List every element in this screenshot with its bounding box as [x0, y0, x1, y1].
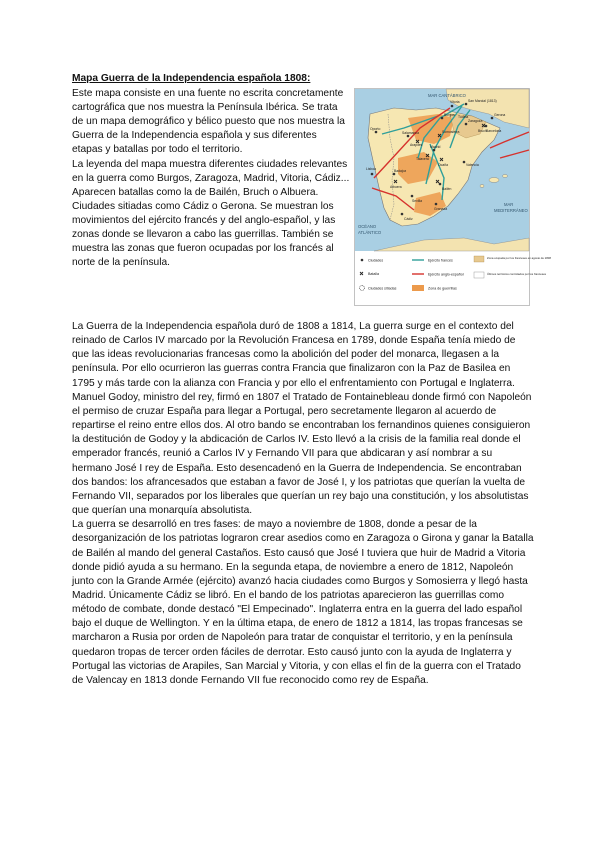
city-barcelona [485, 125, 488, 128]
war-map-figure [354, 88, 551, 306]
label-arapiles: Arapiles [410, 143, 423, 147]
label-somosierra: Somosierra [442, 130, 460, 134]
legend-cities: Ciudades [368, 258, 384, 263]
legend-anglo: Ejército anglo-español [428, 272, 464, 277]
label-tudela: Tudela [458, 115, 469, 119]
intro-paragraph-2: La leyenda del mapa muestra diferentes ciudades relevantes en la guerra como Burgos, Zaragoza, Madrid, Vitoria, Cádiz... Aparecen batallas como la de Bailén, Bruch o Albuera. Ciudades sitiadas como Cádiz o Gerona. Se muestran los movimientos del ejército francés y del anglo-español, y las zonas donde se llevaron a cabo las guerrillas. También se muestra las zonas que fueron ocupadas por los francés al norte de la península. [72, 158, 350, 269]
legend-occupied: Zona ocupada por los franceses en agosto de 1808 [487, 256, 551, 260]
city-valencia [463, 161, 466, 164]
body-paragraph-2: La guerra se desarrolló en tres fases: de mayo a noviembre de 1808, donde a pesar de la desorganización de los patriotas lograron crear asedios como en Zaragoza o Girona y ganar la Batalla de Bailén al mando del general Castaños. Esto causó que José I tuviera que huir de Madrid a Vitoria donde pidió ayuda a su hermano. En la segunda etapa, de noviembre a enero de 1812, Napoleón junto con la Grande Armée (ejército) avanzó hacia ciudades como Burgos y Somosierra y llegó hasta Madrid. Únicamente Cádiz se libró. En el bando de los patriotas aparecieron las guerrillas como método de combate, donde destacó "El Empecinado". Inglaterra entra en la guerra del lado español bajo el duque de Wellington. Y en la última etapa, de enero de 1812 a 1814, las tropas francesas se marcharon a Rusia por orden de Napoleón para tratar de conquistar el territorio, y en la península quedaron tropas de tercer orden fáciles de derrotar. Esto causó junto con la ayuda de Inglaterra y Portugal las victorias de Arapiles, San Marcial y Vitoria, y con ellas el fin de la guerra con el Tratado de Valencay en 1813 donde Fernando VII fue reconocido como rey de España. [72, 519, 534, 686]
label-burgos: Burgos [444, 113, 455, 117]
label-gerona: Gerona [494, 113, 506, 117]
balearic-ibiza [480, 185, 484, 188]
city-badajoz [393, 173, 396, 176]
sea-label-mediterraneo: MEDITERRÁNEO [494, 208, 528, 213]
body-section [72, 320, 534, 688]
intro-paragraph-1: Este mapa consiste en una fuente no escrita concretamente cartográfica que nos muestra la Península Ibérica. Se trata de un mapa demográfico y bélico puesto que nos muestra la Guerra de la Independencia española y sus diferentes etapas y batallas por todo el territorio. [72, 88, 345, 156]
city-madrid [433, 149, 436, 152]
legend-guerrilla: Zona de guerrillas [428, 286, 457, 291]
label-badajoz: Badajoz [394, 169, 407, 173]
sea-label-atlantico: ATLÁNTICO [358, 230, 382, 235]
city-burgos [441, 117, 444, 120]
label-oporto: Oporto [370, 127, 381, 131]
city-vitoria [451, 105, 454, 108]
legend-sieged: Ciudades sitiadas [368, 286, 397, 291]
label-albuera: Albuera [390, 185, 402, 189]
legend-guerrilla-swatch [412, 285, 424, 291]
sea-label-oceano: OCÉANO [358, 224, 377, 229]
city-san-marcial [465, 103, 468, 106]
label-san-marcial: San Marcial (1813) [468, 99, 497, 103]
body-paragraph-1: La Guerra de la Independencia española duró de 1808 a 1814, La guerra surge en el contexto del reinado de Carlos IV marcado por la Revolución Francesa en 1789, donde España tenía miedo de que las ideas revolucionarias francesas como la abolición del poder del monarca, llegasen a la península. Por ello ocurrieron las guerras contra Francia que finalizaron con la Paz de Basilea en 1795 y más tarde con la alianza con Francia y por ello el enfrentamiento con Portugal e Inglaterra. Manuel Godoy, ministro del rey, firmó en 1807 el Tratado de Fontainebleau donde firmó con Napoleón el permiso de cruzar España para llegar a Portugal, pero secretamente llegaron al acuerdo de repartirse el reino entre ellos dos. Al otro bando se encontraban los fernandinos quienes consiguieron la destitución de Godoy y la abdicación de Carlos IV. Esto llevó a la crisis de la familia real donde el emperador francés, reunió a Carlos IV y Fernando VII para que abdicaran y así nombrar a su hermano José I rey de España. Esto desencadenó en la Guerra de Independencia. Se encontraban dos bandos: los afrancesados que estaban a favor de José I, y los patriotas que querían la vuelta de Fernando VII, separados por los liberales que querían un rey bajo una constitución, y los absolutistas que querían una monarquía absolutista. [72, 321, 532, 517]
balearic-mallorca [489, 178, 499, 183]
label-barcelona: Barcelona [486, 129, 502, 133]
war-map-svg [354, 88, 551, 306]
label-ocana: Ocaña [438, 163, 448, 167]
legend-city-dot [361, 259, 364, 262]
label-sevilla: Sevilla [412, 199, 422, 203]
sea-label-mar: MAR [504, 202, 514, 207]
label-vitoria: Vitoria [450, 100, 460, 104]
label-valencia: Valencia [466, 163, 479, 167]
city-granada [435, 203, 438, 206]
legend-occupied-swatch [474, 256, 484, 262]
label-zaragoza: Zaragoza [468, 119, 483, 123]
balearic-menorca [503, 175, 508, 178]
city-cadiz [401, 213, 404, 216]
label-bruch: Bruch [478, 129, 487, 133]
legend-last-swatch [474, 272, 484, 278]
intro-title: Mapa Guerra de la Independencia española 1808: [72, 73, 311, 84]
intro-section [72, 72, 350, 270]
legend-battle: Batalla [368, 272, 379, 276]
label-bailen: Bailén [442, 187, 452, 191]
label-talavera: Talavera [416, 157, 429, 161]
city-salamanca [407, 135, 410, 138]
label-cadiz: Cádiz [404, 217, 413, 221]
city-zaragoza [465, 123, 468, 126]
legend-last: Últimos territorios controlados por los franceses [487, 272, 547, 276]
label-madrid: Madrid [430, 145, 441, 149]
city-gerona [491, 117, 494, 120]
city-oporto [375, 131, 378, 134]
city-lisboa [371, 173, 374, 176]
city-bailen [439, 183, 442, 186]
sea-label-cantabrico: MAR CANTÁBRICO [428, 93, 466, 98]
label-lisboa: Lisboa [366, 167, 376, 171]
legend-french: Ejército francés [428, 258, 453, 263]
city-sevilla [411, 195, 414, 198]
label-salamanca: Salamanca [402, 131, 419, 135]
label-granada: Granada [434, 207, 448, 211]
